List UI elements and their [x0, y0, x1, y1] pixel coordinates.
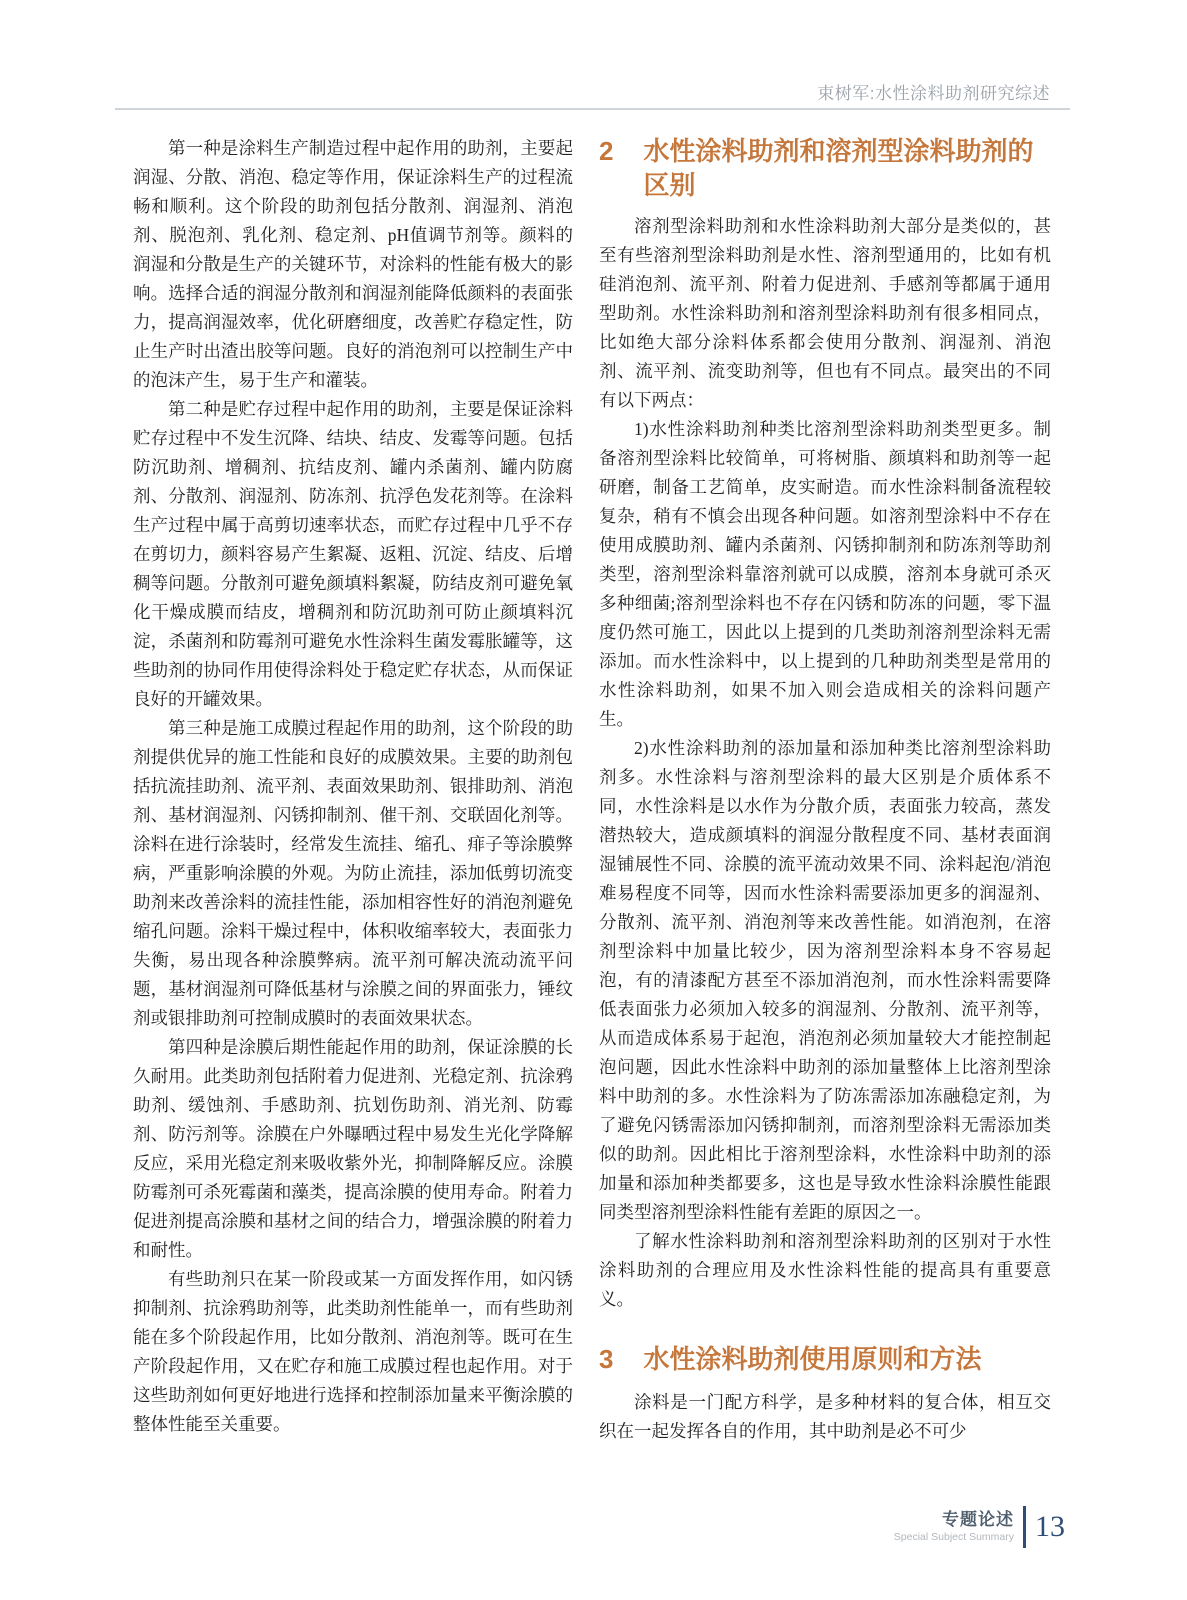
- footer-section-name-en: Special Subject Summary: [893, 1531, 1014, 1543]
- paragraph-difference-2: 2)水性涂料助剂的添加量和添加种类比溶剂型涂料助剂多。水性涂料与溶剂型涂料的最大区别是介质体系不同，水性涂料是以水作为分散介质，表面张力较高，蒸发潜热较大，造成颜填料的润湿分散程度不同、基材表面润湿铺展性不同、涂膜的流平流动效果不同、涂料起泡/消泡难易程度不同等，因而水性涂料需要添加更多的润湿剂、分散剂、流平剂、消泡剂等来改善性能。如消泡剂，在溶剂型涂料中加量比较少，因为溶剂型涂料本身不容易起泡，有的清漆配方甚至不添加消泡剂，而水性涂料需要降低表面张力必须加入较多的润湿剂、分散剂、流平剂等，从而造成体系易于起泡，消泡剂必须加量较大才能控制起泡问题，因此水性涂料中助剂的添加量整体上比溶剂型涂料中助剂的多。水性涂料为了防冻需添加冻融稳定剂，为了避免闪锈需添加闪锈抑制剂，而溶剂型涂料无需添加类似的助剂。因此相比于溶剂型涂料，水性涂料中助剂的添加量和添加种类都要多，这也是导致水性涂料涂膜性能跟同类型溶剂型涂料性能有差距的原因之一。: [599, 738, 1051, 1222]
- paragraph-significance: 了解水性涂料助剂和溶剂型涂料助剂的区别对于水性涂料助剂的合理应用及水性涂料性能的提高具有重要意义。: [599, 1231, 1051, 1309]
- page-number: 13: [1035, 1510, 1065, 1543]
- paragraph-additives-multistage: 有些助剂只在某一阶段或某一方面发挥作用，如闪锈抑制剂、抗涂鸦助剂等，此类助剂性能单一，而有些助剂能在多个阶段起作用，比如分散剂、消泡剂等。既可在生产阶段起作用，又在贮存和施工成膜过程也起作用。对于这些助剂如何更好地进行选择和控制添加量来平衡涂膜的整体性能至关重要。: [133, 1269, 573, 1434]
- paragraph-formulation-science: 涂料是一门配方科学，是多种材料的复合体，相互交织在一起发挥各自的作用，其中助剂是必不可少: [599, 1392, 1051, 1441]
- paragraph-similarities: 溶剂型涂料助剂和水性涂料助剂大部分是类似的，甚至有些溶剂型涂料助剂是水性、溶剂型通用的，比如有机硅消泡剂、流平剂、附着力促进剂、手感剂等都属于通用型助剂。水性涂料助剂和溶剂型涂料助剂有很多相同点，比如绝大部分涂料体系都会使用分散剂、润湿剂、消泡剂、流平剂、流变助剂等，但也有不同点。最突出的不同有以下两点：: [599, 216, 1051, 410]
- page-footer: [894, 1506, 1065, 1548]
- section-3-number: 3: [599, 1344, 614, 1374]
- section-3-heading: [599, 1342, 1051, 1376]
- section-2-number: 2: [599, 136, 614, 166]
- right-column: [599, 134, 1051, 1446]
- paragraph-additives-stage-3: 第三种是施工成膜过程起作用的助剂，这个阶段的助剂提供优异的施工性能和良好的成膜效果。主要的助剂包括抗流挂助剂、流平剂、表面效果助剂、银排助剂、消泡剂、基材润湿剂、闪锈抑制剂、催干剂、交联固化剂等。涂料在进行涂装时，经常发生流挂、缩孔、痱子等涂膜弊病，严重影响涂膜的外观。为防止流挂，添加低剪切流变助剂来改善涂料的流挂性能，添加相容性好的消泡剂避免缩孔问题。涂料干燥过程中，体积收缩率较大，表面张力失衡，易出现各种涂膜弊病。流平剂可解决流动流平问题，基材润湿剂可降低基材与涂膜之间的界面张力，锤纹剂或银排助剂可控制成膜时的表面效果状态。: [133, 718, 573, 1028]
- section-3-title: 水性涂料助剂使用原则和方法: [643, 1344, 982, 1374]
- paragraph-additives-stage-2: 第二种是贮存过程中起作用的助剂，主要是保证涂料贮存过程中不发生沉降、结块、结皮、发霉等问题。包括防沉助剂、增稠剂、抗结皮剂、罐内杀菌剂、罐内防腐剂、分散剂、润湿剂、防冻剂、抗浮色发花剂等。在涂料生产过程中属于高剪切速率状态，而贮存过程中几乎不存在剪切力，颜料容易产生絮凝、返粗、沉淀、结皮、后增稠等问题。分散剂可避免颜填料絮凝，防结皮剂可避免氧化干燥成膜而结皮，增稠剂和防沉助剂可防止颜填料沉淀，杀菌剂和防霉剂可避免水性涂料生菌发霉胀罐等，这些助剂的协同作用使得涂料处于稳定贮存状态，从而保证良好的开罐效果。: [133, 399, 573, 709]
- paragraph-difference-1: 1)水性涂料助剂种类比溶剂型涂料助剂类型更多。制备溶剂型涂料比较简单，可将树脂、颜填料和助剂等一起研磨，制备工艺简单，皮实耐造。而水性涂料制备流程较复杂，稍有不慎会出现各种问题。如溶剂型涂料中不存在使用成膜助剂、罐内杀菌剂、闪锈抑制剂和防冻剂等助剂类型，溶剂型涂料靠溶剂就可以成膜，溶剂本身就可杀灭多种细菌;溶剂型涂料也不存在闪锈和防冻的问题，零下温度仍然可施工，因此以上提到的几类助剂溶剂型涂料无需添加。而水性涂料中，以上提到的几种助剂类型是常用的水性涂料助剂，如果不加入则会造成相关的涂料问题产生。: [599, 419, 1051, 729]
- left-column: [133, 134, 573, 1446]
- footer-section-name-cn: 专题论述: [942, 1510, 1014, 1529]
- page-header: [115, 84, 1070, 110]
- footer-divider: [1023, 1506, 1026, 1548]
- footer-section-labels: [894, 1510, 1014, 1544]
- running-title: 束树军:水性涂料助剂研究综述: [817, 84, 1050, 103]
- section-2-title: 水性涂料助剂和溶剂型涂料助剂的区别: [643, 136, 1034, 200]
- paragraph-additives-stage-1: 第一种是涂料生产制造过程中起作用的助剂，主要起润湿、分散、消泡、稳定等作用，保证涂料生产的过程流畅和顺利。这个阶段的助剂包括分散剂、润湿剂、消泡剂、脱泡剂、乳化剂、稳定剂、pH值调节剂等。颜料的润湿和分散是生产的关键环节，对涂料的性能有极大的影响。选择合适的润湿分散剂和润湿剂能降低颜料的表面张力，提高润湿效率，优化研磨细度，改善贮存稳定性，防止生产时出渣出胶等问题。良好的消泡剂可以控制生产中的泡沫产生，易于生产和灌装。: [133, 138, 573, 390]
- section-2-heading: [599, 134, 1051, 202]
- paragraph-additives-stage-4: 第四种是涂膜后期性能起作用的助剂，保证涂膜的长久耐用。此类助剂包括附着力促进剂、光稳定剂、抗涂鸦助剂、缓蚀剂、手感助剂、抗划伤助剂、消光剂、防霉剂、防污剂等。涂膜在户外曝晒过程中易发生光化学降解反应，采用光稳定剂来吸收紫外光，抑制降解反应。涂膜防霉剂可杀死霉菌和藻类，提高涂膜的使用寿命。附着力促进剂提高涂膜和基材之间的结合力，增强涂膜的附着力和耐性。: [133, 1037, 573, 1260]
- article-body: [133, 134, 1051, 1446]
